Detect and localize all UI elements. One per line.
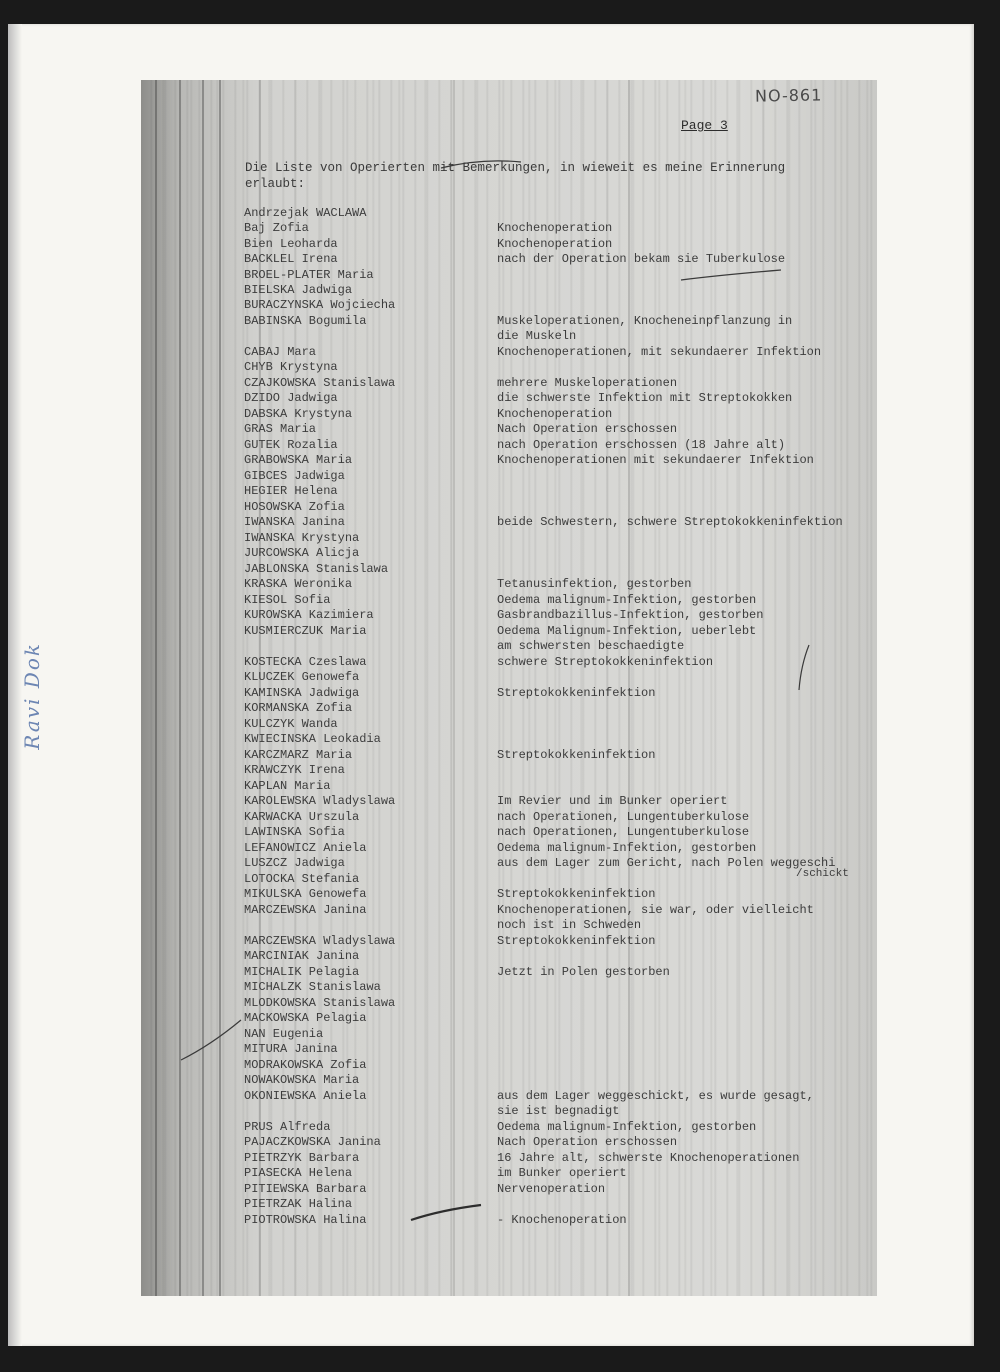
pen-stroke-mark: [411, 1205, 481, 1220]
patient-name: PITIEWSKA Barbara: [244, 1182, 367, 1196]
patient-remark: die schwerste Infektion mit Streptokokken: [497, 391, 793, 405]
patient-name: KARCZMARZ Maria: [244, 748, 353, 762]
patient-remark: Nach Operation erschossen: [497, 422, 678, 436]
patient-remark: Im Revier und im Bunker operiert: [497, 794, 728, 808]
patient-name: Bien Leoharda: [244, 237, 338, 251]
patient-name: Baj Zofia: [244, 221, 309, 235]
patient-remark: Oedema malignum-Infektion, gestorben: [497, 841, 757, 855]
patient-name: PIOTROWSKA Halina: [244, 1213, 367, 1227]
patient-remark: - Knochenoperation: [497, 1213, 627, 1227]
patient-name: PIETRZAK Halina: [244, 1197, 353, 1211]
intro-text: Die Liste von Operierten mit Bemerkungen, in wieweit es meine Erinnerung erlaubt:: [245, 161, 786, 191]
patient-name: JABLONSKA Stanislawa: [244, 562, 389, 576]
patient-name: GUTEK Rozalia: [244, 438, 338, 452]
copy-streak: [179, 80, 181, 1296]
patient-name: IWANSKA Janina: [244, 515, 345, 529]
photocopy-document: [141, 80, 877, 1296]
pen-dash-mark: [681, 270, 781, 280]
patient-name: MLODKOWSKA Stanislawa: [244, 996, 396, 1010]
patient-name: HOSOWSKA Zofia: [244, 500, 345, 514]
copy-streak: [219, 80, 221, 1296]
patient-remark: Knochenoperationen mit sekundaerer Infektion: [497, 453, 814, 467]
patient-name: PIETRZYK Barbara: [244, 1151, 360, 1165]
patient-name: KULCZYK Wanda: [244, 717, 338, 731]
patient-name: MIKULSKA Genowefa: [244, 887, 367, 901]
patient-name: BROEL-PLATER Maria: [244, 268, 374, 282]
patient-name: DZIDO Jadwiga: [244, 391, 338, 405]
patient-name: OKONIEWSKA Aniela: [244, 1089, 367, 1103]
patient-name: GRAS Maria: [244, 422, 317, 436]
patient-remark: Nach Operation erschossen: [497, 1135, 678, 1149]
patient-remark: Gasbrandbazillus-Infektion, gestorben: [497, 608, 764, 622]
patient-name: MICHALIK Pelagia: [244, 965, 360, 979]
patient-remark: Knochenoperation: [497, 407, 613, 421]
patient-remark: aus dem Lager zum Gericht, nach Polen weggeschi: [497, 856, 836, 870]
patient-remark: Tetanusinfektion, gestorben: [497, 577, 692, 591]
patient-remark: sie ist begnadigt: [497, 1104, 620, 1118]
patient-name: KAMINSKA Jadwiga: [244, 686, 360, 700]
patient-name: LUSZCZ Jadwiga: [244, 856, 345, 870]
patient-name: KOSTECKA Czeslawa: [244, 655, 367, 669]
patient-remark: am schwersten beschaedigte: [497, 639, 685, 653]
patient-name: KLUCZEK Genowefa: [244, 670, 360, 684]
patient-name: DABSKA Krystyna: [244, 407, 353, 421]
patient-remark: Oedema malignum-Infektion, gestorben: [497, 1120, 757, 1134]
patient-remark: schwere Streptokokkeninfektion: [497, 655, 714, 669]
patient-remark: Jetzt in Polen gestorben: [497, 965, 670, 979]
patient-name: CABAJ Mara: [244, 345, 317, 359]
patient-remark: Knochenoperationen, sie war, oder vielleicht: [497, 903, 814, 917]
patient-name: Andrzejak WACLAWA: [244, 206, 367, 220]
patient-remark: mehrere Muskeloperationen: [497, 376, 678, 390]
patient-name: KAPLAN Maria: [244, 779, 331, 793]
pen-tick-mark: [799, 645, 809, 690]
patient-name: KORMANSKA Zofia: [244, 701, 353, 715]
patient-name: MACKOWSKA Pelagia: [244, 1011, 367, 1025]
patient-name: MITURA Janina: [244, 1042, 338, 1056]
patient-remark: nach Operationen, Lungentuberkulose: [497, 825, 750, 839]
patient-name: KIESOL Sofia: [244, 593, 331, 607]
patient-name: KRASKA Weronika: [244, 577, 353, 591]
patient-name: BABINSKA Bogumila: [244, 314, 367, 328]
patient-remark: Streptokokkeninfektion: [497, 748, 656, 762]
patient-name: HEGIER Helena: [244, 484, 338, 498]
patient-name: LOTOCKA Stefania: [244, 872, 360, 886]
patient-remark: aus dem Lager weggeschickt, es wurde gesagt,: [497, 1089, 814, 1103]
patient-remark: Knochenoperationen, mit sekundaerer Infektion: [497, 345, 822, 359]
handwritten-margin-note: Ravi Dok: [20, 642, 44, 750]
patient-remark: Muskeloperationen, Knocheneinpflanzung in: [497, 314, 793, 328]
patient-remark: nach Operation erschossen (18 Jahre alt): [497, 438, 786, 452]
patient-remark: die Muskeln: [497, 329, 577, 343]
patient-name: KUROWSKA Kazimiera: [244, 608, 374, 622]
patient-remark: Knochenoperation: [497, 237, 613, 251]
patient-name: PAJACZKOWSKA Janina: [244, 1135, 381, 1149]
patient-name: GIBCES Jadwiga: [244, 469, 345, 483]
patient-name: LAWINSKA Sofia: [244, 825, 345, 839]
patient-name: MARCINIAK Janina: [244, 949, 360, 963]
patient-name: BURACZYNSKA Wojciecha: [244, 298, 396, 312]
patient-name: CHYB Krystyna: [244, 360, 338, 374]
patient-name: IWANSKA Krystyna: [244, 531, 360, 545]
patient-name: MODRAKOWSKA Zofia: [244, 1058, 367, 1072]
patient-name: CZAJKOWSKA Stanislawa: [244, 376, 396, 390]
patient-name: KUSMIERCZUK Maria: [244, 624, 367, 638]
patient-name: LEFANOWICZ Aniela: [244, 841, 367, 855]
copy-streak: [155, 80, 157, 1296]
patient-name: MICHALZK Stanislawa: [244, 980, 381, 994]
handwritten-insert: /schickt: [796, 868, 849, 880]
patient-name: BACKLEL Irena: [244, 252, 338, 266]
pen-curve-mark: [181, 1020, 241, 1060]
patient-name: PRUS Alfreda: [244, 1120, 331, 1134]
patient-name: KARWACKA Urszula: [244, 810, 360, 824]
patient-remark: Streptokokkeninfektion: [497, 686, 656, 700]
patient-name: GRABOWSKA Maria: [244, 453, 353, 467]
patient-remark: Knochenoperation: [497, 221, 613, 235]
document-stamp: NO-861: [754, 85, 823, 106]
copy-streak: [453, 80, 455, 1296]
patient-name: NAN Eugenia: [244, 1027, 324, 1041]
patient-remark: nach Operationen, Lungentuberkulose: [497, 810, 750, 824]
patient-remark: Oedema Malignum-Infektion, ueberlebt: [497, 624, 757, 638]
patient-name: BIELSKA Jadwiga: [244, 283, 353, 297]
patient-name: KRAWCZYK Irena: [244, 763, 345, 777]
copy-streak: [202, 80, 204, 1296]
patient-remark: nach der Operation bekam sie Tuberkulose: [497, 252, 786, 266]
patient-remark: Nervenoperation: [497, 1182, 606, 1196]
patient-name: KWIECINSKA Leokadia: [244, 732, 381, 746]
patient-name: MARCZEWSKA Janina: [244, 903, 367, 917]
patient-name: KAROLEWSKA Wladyslawa: [244, 794, 396, 808]
patient-remark: Oedema malignum-Infektion, gestorben: [497, 593, 757, 607]
patient-name: JURCOWSKA Alicja: [244, 546, 360, 560]
patient-remark: 16 Jahre alt, schwerste Knochenoperationen: [497, 1151, 800, 1165]
patient-remark: im Bunker operiert: [497, 1166, 627, 1180]
patient-remark: beide Schwestern, schwere Streptokokkeninfektion: [497, 515, 843, 529]
patient-remark: Streptokokkeninfektion: [497, 934, 656, 948]
patient-name: NOWAKOWSKA Maria: [244, 1073, 360, 1087]
page-number: Page 3: [681, 118, 728, 133]
patient-remark: Streptokokkeninfektion: [497, 887, 656, 901]
patient-name: MARCZEWSKA Wladyslawa: [244, 934, 396, 948]
patient-name: PIASECKA Helena: [244, 1166, 353, 1180]
patient-remark: noch ist in Schweden: [497, 918, 642, 932]
